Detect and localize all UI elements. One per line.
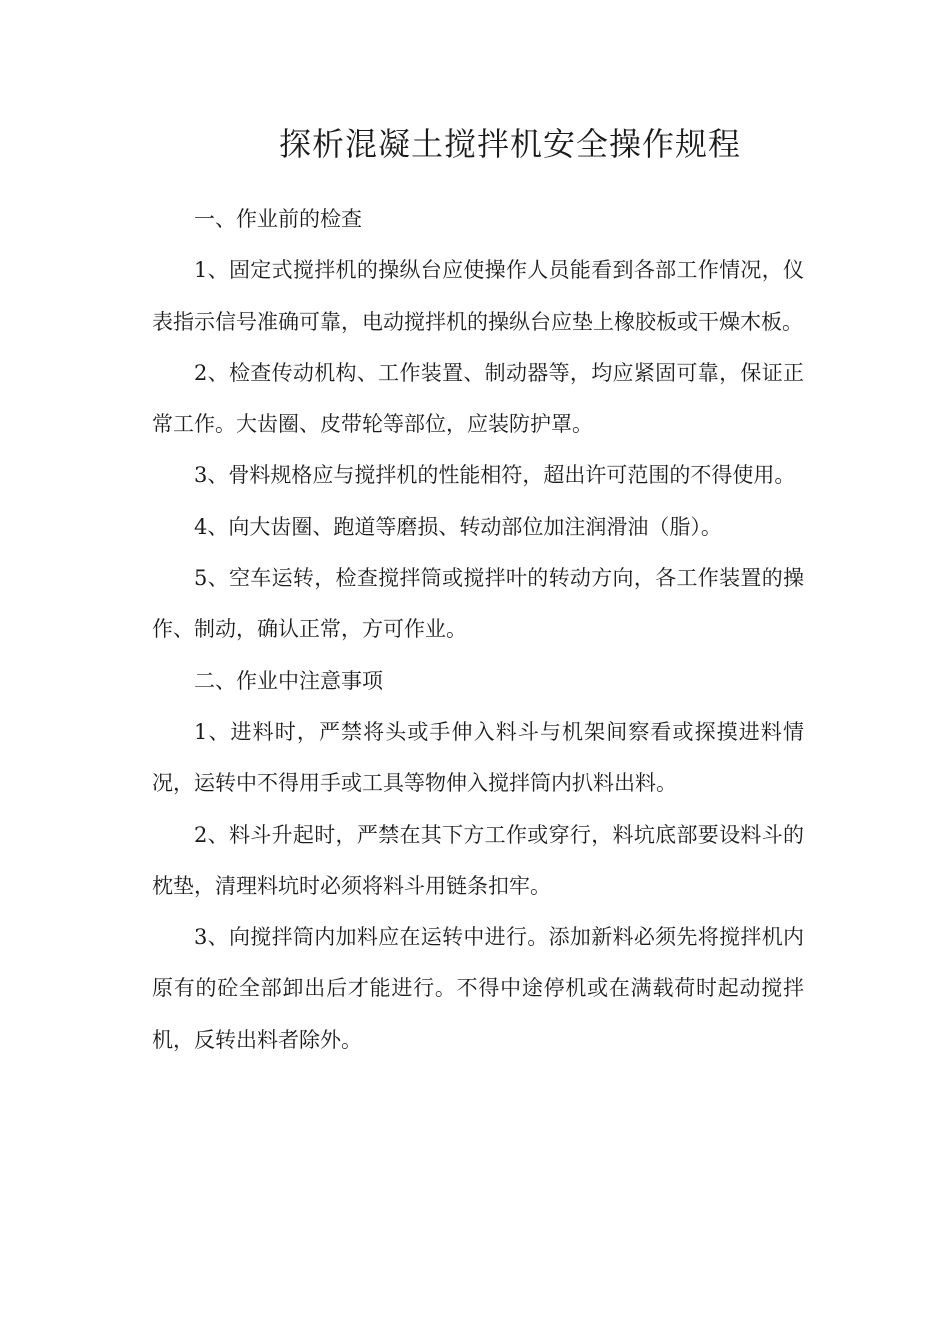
- paragraph: 1、进料时，严禁将头或手伸入料斗与机架间察看或探摸进料情况，运转中不得用手或工具等物伸入搅拌筒内扒料出料。: [152, 719, 804, 796]
- section-heading: 一、作业前的检查: [194, 207, 362, 231]
- document-title: 探析混凝土搅拌机安全操作规程: [278, 125, 741, 163]
- paragraph: 5、空车运转，检查搅拌筒或搅拌叶的转动方向，各工作装置的操作、制动，确认正常，方可作业。: [152, 566, 804, 642]
- paragraph: 2、料斗升起时，严禁在其下方工作或穿行，料坑底部要设料斗的枕垫，清理料坑时必须将料斗用链条扣牢。: [152, 822, 804, 898]
- paragraph: 3、向搅拌筒内加料应在运转中进行。添加新料必须先将搅拌机内原有的砼全部卸出后才能进行。不得中途停机或在满载荷时起动搅拌机，反转出料者除外。: [152, 925, 804, 1052]
- paragraph: 3、骨料规格应与搅拌机的性能相符，超出许可范围的不得使用。: [194, 463, 796, 488]
- section-heading: 二、作业中注意事项: [194, 668, 383, 693]
- paragraph: 4、向大齿圈、跑道等磨损、转动部位加注润滑油（脂）。: [194, 514, 722, 539]
- document-body: [152, 194, 804, 1066]
- paragraph: 1、固定式搅拌机的操纵台应使操作人员能看到各部工作情况，仪表指示信号准确可靠，电动搅拌机的操纵台应垫上橡胶板或干燥木板。: [152, 258, 804, 334]
- paragraph: 2、检查传动机构、工作装置、制动器等，均应紧固可靠，保证正常工作。大齿圈、皮带轮等部位，应装防护罩。: [152, 360, 804, 437]
